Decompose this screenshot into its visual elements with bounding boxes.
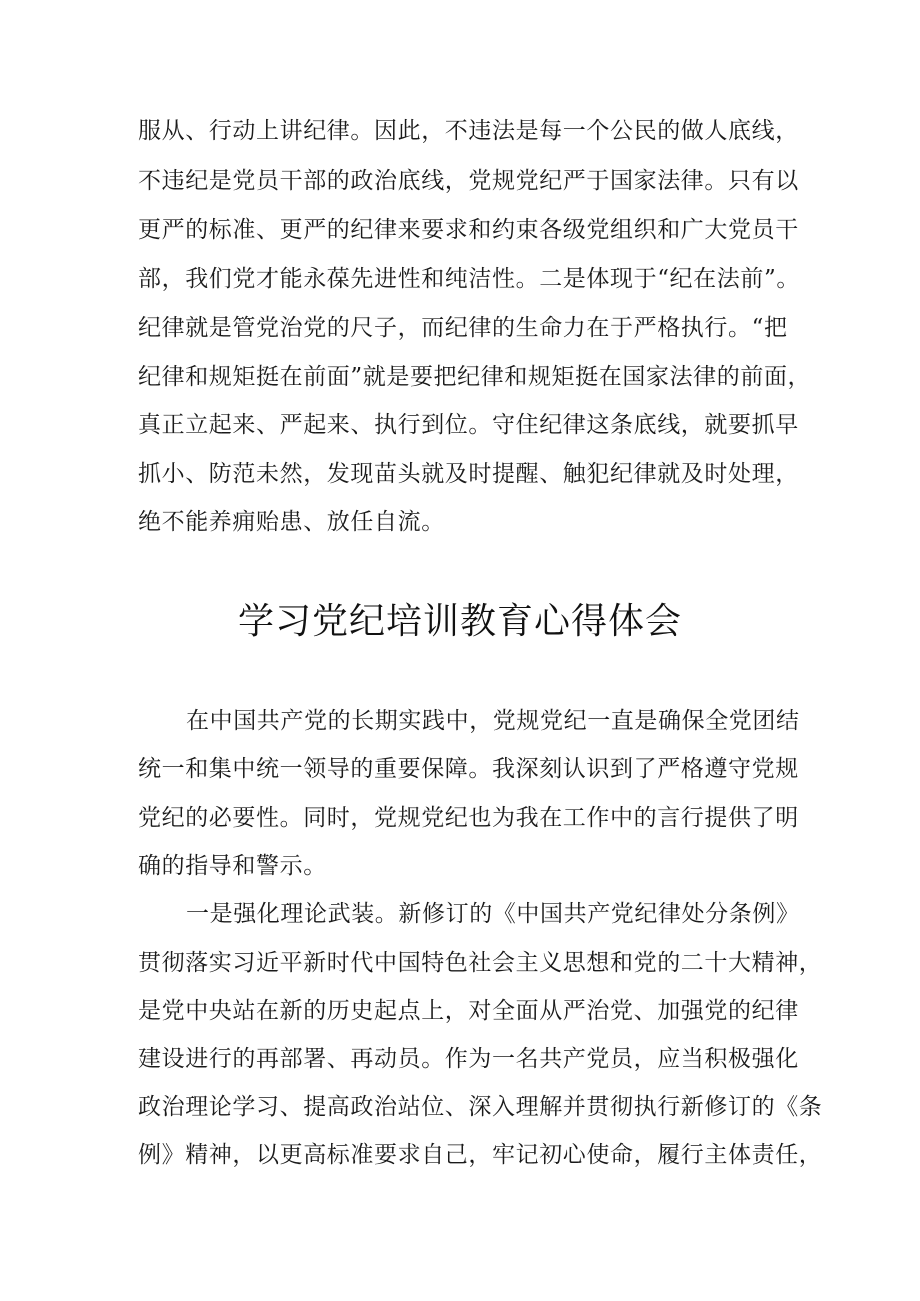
paragraph-line: 政治理论学习、提高政治站位、深入理解并贯彻执行新修订的《条 — [138, 1094, 823, 1120]
paragraph-line: 抓小、防范未然，发现苗头就及时提醒、触犯纪律就及时处理， — [138, 461, 799, 487]
paragraph-line: 贯彻落实习近平新时代中国特色社会主义思想和党的二十大精神， — [138, 950, 823, 976]
paragraph-line: 纪律和规矩挺在前面”就是要把纪律和规矩挺在国家法律的前面， — [138, 364, 812, 390]
paragraph-line: 绝不能养痈贻患、放任自流。 — [138, 509, 445, 535]
document-title: 学习党纪培训教育心得体会 — [237, 601, 682, 642]
paragraph-line: 例》精神，以更高标准要求自己，牢记初心使命，履行主体责任， — [138, 1142, 823, 1168]
paragraph-line: 一是强化理论武装。新修订的《中国共产党纪律处分条例》 — [186, 901, 800, 927]
paragraph-line: 不违纪是党员干部的政治底线，党规党纪严于国家法律。只有以 — [138, 168, 799, 194]
paragraph-line: 是党中央站在新的历史起点上，对全面从严治党、加强党的纪律 — [138, 998, 799, 1024]
paragraph-line: 党纪的必要性。同时，党规党纪也为我在工作中的言行提供了明 — [138, 805, 799, 831]
paragraph-line: 在中国共产党的长期实践中，党规党纪一直是确保全党团结 — [186, 708, 800, 734]
paragraph-line: 确的指导和警示。 — [138, 853, 327, 879]
paragraph-line: 统一和集中统一领导的重要保障。我深刻认识到了严格遵守党规 — [138, 756, 799, 782]
paragraph-line: 部，我们党才能永葆先进性和纯洁性。二是体现于“纪在法前”。 — [138, 266, 800, 292]
paragraph-line: 更严的标准、更严的纪律来要求和约束各级党组织和广大党员干 — [138, 217, 799, 243]
paragraph-line: 服从、行动上讲纪律。因此，不违法是每一个公民的做人底线， — [138, 118, 799, 144]
paragraph-line: 真正立起来、严起来、执行到位。守住纪律这条底线，就要抓早 — [138, 412, 799, 438]
paragraph-line: 纪律就是管党治党的尺子，而纪律的生命力在于严格执行。“把 — [138, 315, 788, 341]
paragraph-line: 建设进行的再部署、再动员。作为一名共产党员，应当积极强化 — [138, 1046, 799, 1072]
